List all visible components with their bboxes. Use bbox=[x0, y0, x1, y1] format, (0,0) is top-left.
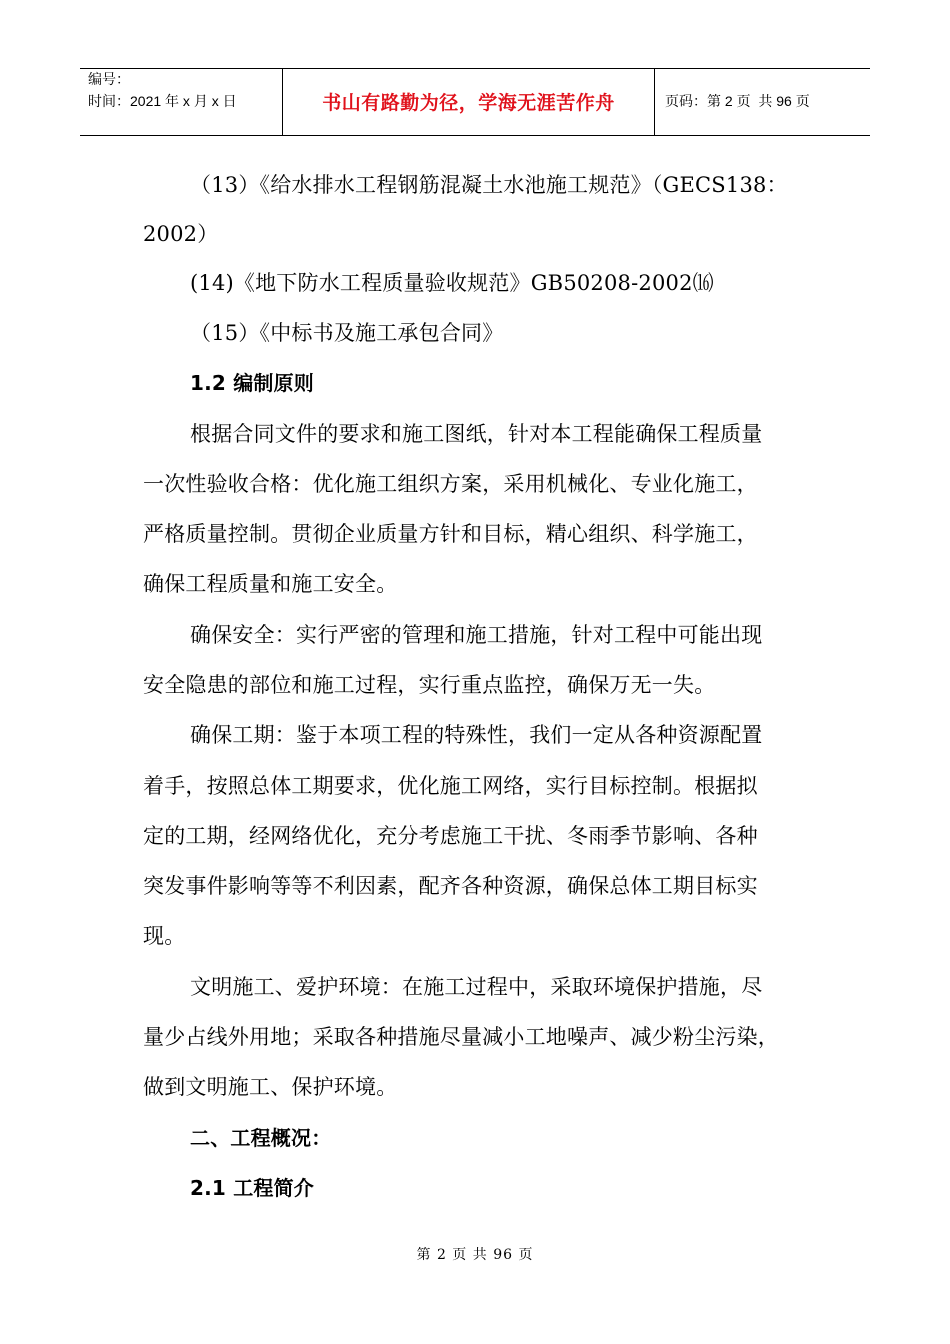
doc-date-label: 时间：2021 年 x 月 x 日 bbox=[88, 93, 237, 109]
page-footer: 第 2 页 共 96 页 bbox=[416, 1247, 534, 1263]
doc-number-label: 编号： bbox=[88, 71, 130, 87]
paragraph-line: 突发事件影响等等不利因素，配齐各种资源，确保总体工期目标实 bbox=[143, 874, 758, 898]
page-header bbox=[80, 68, 870, 136]
reference-item-15: （15）《中标书及施工承包合同》 bbox=[190, 321, 504, 345]
paragraph-line: 根据合同文件的要求和施工图纸，针对本工程能确保工程质量 bbox=[190, 422, 763, 446]
paragraph-line: 现。 bbox=[143, 924, 186, 948]
reference-item-13: （13）《给水排水工程钢筋混凝土水池施工规范》（GECS138： bbox=[190, 173, 788, 197]
paragraph-line: 做到文明施工、保护环境。 bbox=[143, 1075, 398, 1099]
paragraph-line: 着手，按照总体工期要求，优化施工网络，实行目标控制。根据拟 bbox=[143, 774, 758, 798]
section-heading-2: 二、工程概况： bbox=[190, 1126, 332, 1150]
paragraph-line: 确保安全：实行严密的管理和施工措施，针对工程中可能出现 bbox=[190, 623, 763, 647]
paragraph-line: 量少占线外用地；采取各种措施尽量减小工地噪声、减少粉尘污染， bbox=[143, 1025, 779, 1049]
section-heading-1-2: 1.2 编制原则 bbox=[190, 371, 314, 395]
reference-item-14: (14)《地下防水工程质量验收规范》GB50208-2002⒃ bbox=[190, 271, 714, 295]
header-motto-cell bbox=[282, 69, 655, 135]
paragraph-line: 确保工期：鉴于本项工程的特殊性，我们一定从各种资源配置 bbox=[190, 723, 763, 747]
section-heading-2-1: 2.1 工程简介 bbox=[190, 1176, 314, 1200]
paragraph-line: 文明施工、爱护环境：在施工过程中，采取环境保护措施，尽 bbox=[190, 975, 763, 999]
paragraph-line: 严格质量控制。贯彻企业质量方针和目标，精心组织、科学施工， bbox=[143, 522, 758, 546]
header-page-cell bbox=[655, 69, 870, 135]
paragraph-line: 安全隐患的部位和施工过程，实行重点监控，确保万无一失。 bbox=[143, 673, 716, 697]
header-meta-cell bbox=[80, 69, 282, 135]
header-page-info: 页码：第 2 页 共 96 页 bbox=[665, 93, 810, 109]
header-motto: 书山有路勤为径，学海无涯苦作舟 bbox=[322, 92, 615, 114]
reference-item-13-cont: 2002） bbox=[143, 222, 219, 246]
paragraph-line: 定的工期，经网络优化，充分考虑施工干扰、冬雨季节影响、各种 bbox=[143, 824, 758, 848]
paragraph-line: 一次性验收合格：优化施工组织方案，采用机械化、专业化施工， bbox=[143, 472, 758, 496]
paragraph-line: 确保工程质量和施工安全。 bbox=[143, 572, 398, 596]
